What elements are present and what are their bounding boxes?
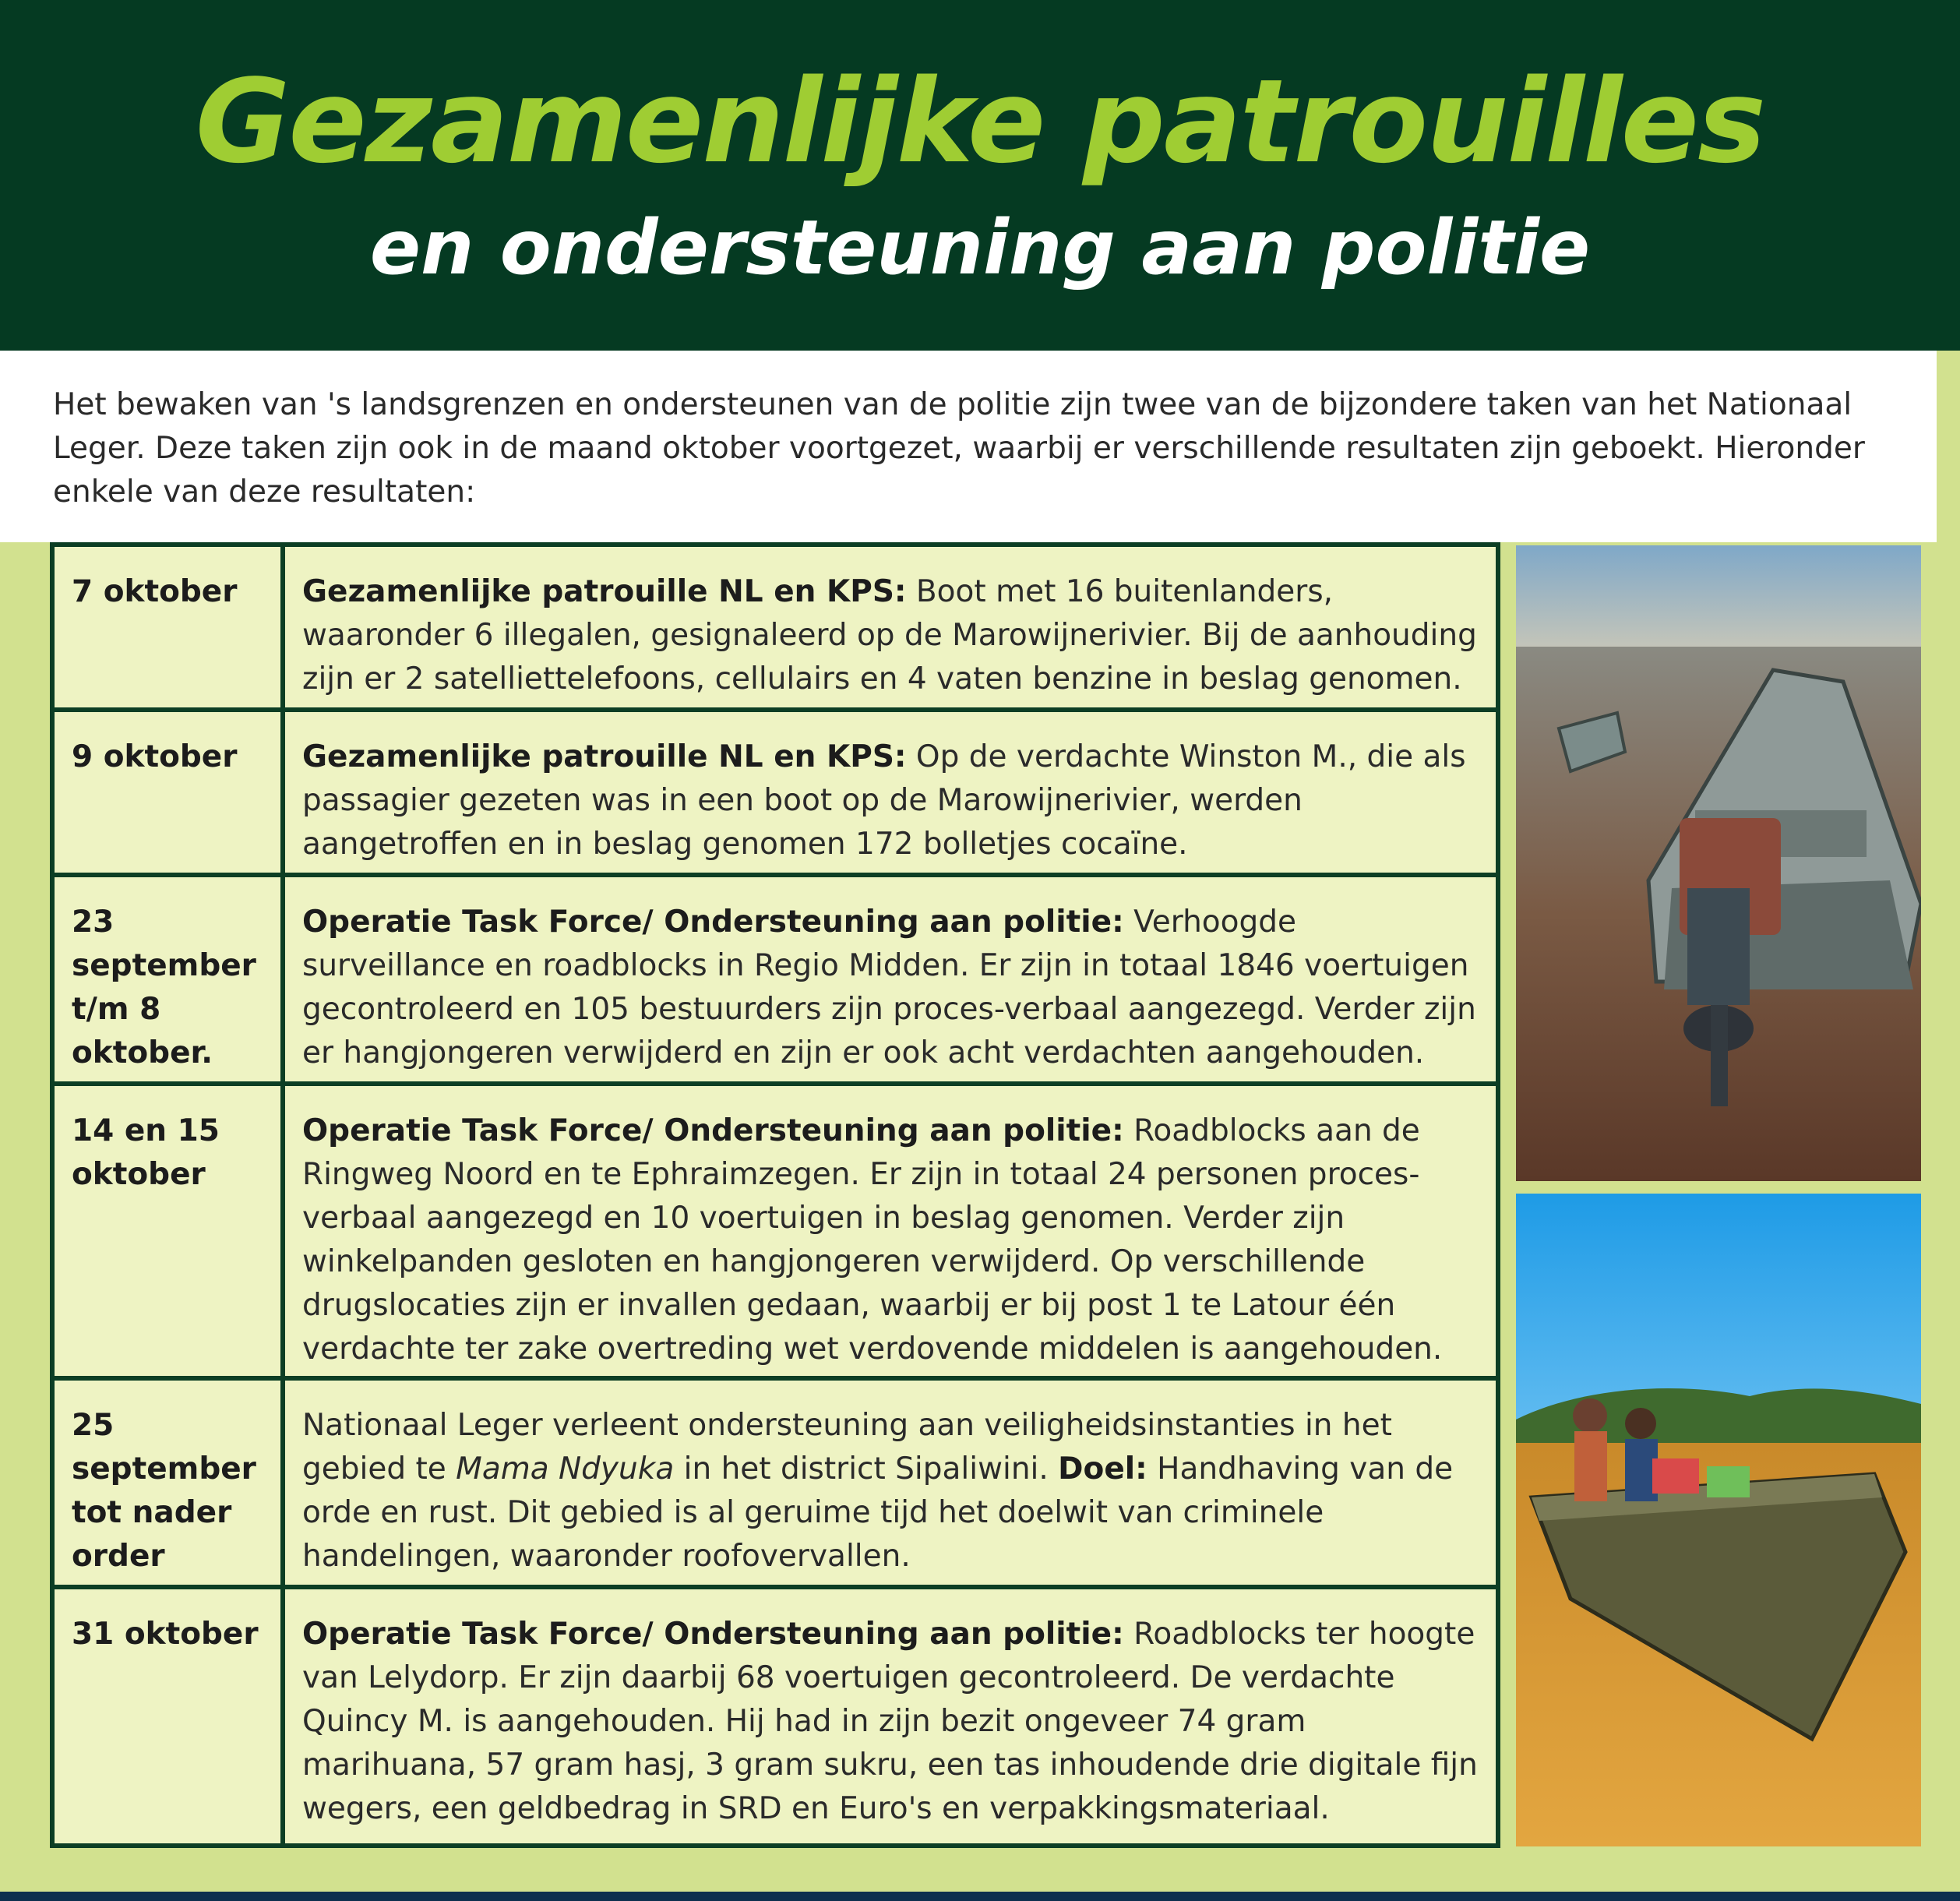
header-banner — [0, 0, 1960, 351]
table-row — [52, 545, 1498, 710]
row-description — [283, 1378, 1498, 1587]
row-lead: Gezamenlijke patrouille NL en KPS: — [302, 574, 907, 609]
row-description — [283, 1587, 1498, 1846]
row-date: 14 en 15 oktober — [52, 1084, 283, 1378]
table-row — [52, 710, 1498, 875]
results-table — [50, 542, 1500, 1848]
boat-photo-river — [1516, 545, 1921, 1181]
row-lead: Gezamenlijke patrouille NL en KPS: — [302, 739, 907, 774]
row-text: in het district Sipaliwini. — [674, 1451, 1059, 1487]
row-text: Nationaal Leger verleent ondersteuning aan veiligheidsinstanties in het gebied te — [302, 1408, 1392, 1487]
bottom-border — [0, 1892, 1960, 1901]
row-description — [283, 710, 1498, 875]
row-date: 7 oktober — [52, 545, 283, 710]
row-text: Verhoogde surveillance en roadblocks in Regio Midden. Er zijn in totaal 1846 voertuigen gecontroleerd en 105 bestuurders zijn proces-verbaal aangezegd. Verder zijn er hangjongeren verwijderd en zijn er ook acht verdachten aangehouden. — [302, 905, 1476, 1070]
row-description — [283, 1084, 1498, 1378]
boat-photo-river-image — [1516, 545, 1921, 1181]
table-row — [52, 875, 1498, 1084]
row-date: 23 september t/m 8 oktober. — [52, 875, 283, 1084]
row-goal-label: Doel: — [1058, 1451, 1147, 1487]
row-text: Roadblocks aan de Ringweg Noord en te Ephraimzegen. Er zijn in totaal 24 personen proces-verbaal aangezegd en 10 voertuigen in beslag genomen. Verder zijn winkelpanden gesloten en hangjongeren verwijderd. Op verschillende drugslocaties zijn er invallen gedaan, waarbij er bij post 1 te Latour één verdachte ter zake overtreding wet verdovende middelen is aangehouden. — [302, 1113, 1443, 1367]
page-title: Gezamenlijke patrouilles — [195, 55, 1765, 189]
row-text: Op de verdachte Winston M., die als passagier gezeten was in een boot op de Marowijnerivier, werden aangetroffen en in beslag genomen 172 bolletjes cocaïne. — [302, 739, 1466, 862]
page-subtitle: en ondersteuning aan politie — [369, 204, 1591, 291]
intro-box — [0, 351, 1937, 542]
row-description — [283, 545, 1498, 710]
table-row — [52, 1084, 1498, 1378]
row-text: Boot met 16 buitenlanders, waaronder 6 illegalen, gesignaleerd op de Marowijnerivier. Bij de aanhouding zijn er 2 satelliettelefoons, cellulairs en 4 vaten benzine in beslag genomen. — [302, 574, 1477, 697]
row-date: 31 oktober — [52, 1587, 283, 1846]
row-description — [283, 875, 1498, 1084]
row-lead: Operatie Task Force/ Ondersteuning aan politie: — [302, 1617, 1124, 1652]
intro-text: Het bewaken van 's landsgrenzen en ondersteunen van de politie zijn twee van de bijzondere taken van het Nationaal Leger. Deze taken zijn ook in de maand oktober voortgezet, waarbij er verschillende resultaten zijn geboekt. Hieronder enkele van deze resultaten: — [53, 387, 1865, 510]
row-place: Mama Ndyuka — [456, 1451, 675, 1487]
row-lead: Operatie Task Force/ Ondersteuning aan politie: — [302, 905, 1124, 940]
row-text: Roadblocks ter hoogte van Lelydorp. Er zijn daarbij 68 voertuigen gecontroleerd. De verdachte Quincy M. is aangehouden. Hij had in zijn bezit ongeveer 74 gram marihuana, 57 gram hasj, 3 gram sukru, een tas inhoudende drie digitale fijn wegers, een geldbedrag in SRD en Euro's en verpakkingsmateriaal. — [302, 1617, 1478, 1826]
table-row — [52, 1378, 1498, 1587]
row-lead: Operatie Task Force/ Ondersteuning aan politie: — [302, 1113, 1124, 1148]
boat-photo-patrol — [1516, 1194, 1921, 1846]
row-text: Handhaving van de orde en rust. Dit gebied is al geruime tijd het doelwit van criminele handelingen, waaronder roofovervallen. — [302, 1451, 1454, 1574]
boat-photo-patrol-image — [1516, 1194, 1921, 1846]
table-row — [52, 1587, 1498, 1846]
row-date: 25 september tot nader order — [52, 1378, 283, 1587]
row-date: 9 oktober — [52, 710, 283, 875]
